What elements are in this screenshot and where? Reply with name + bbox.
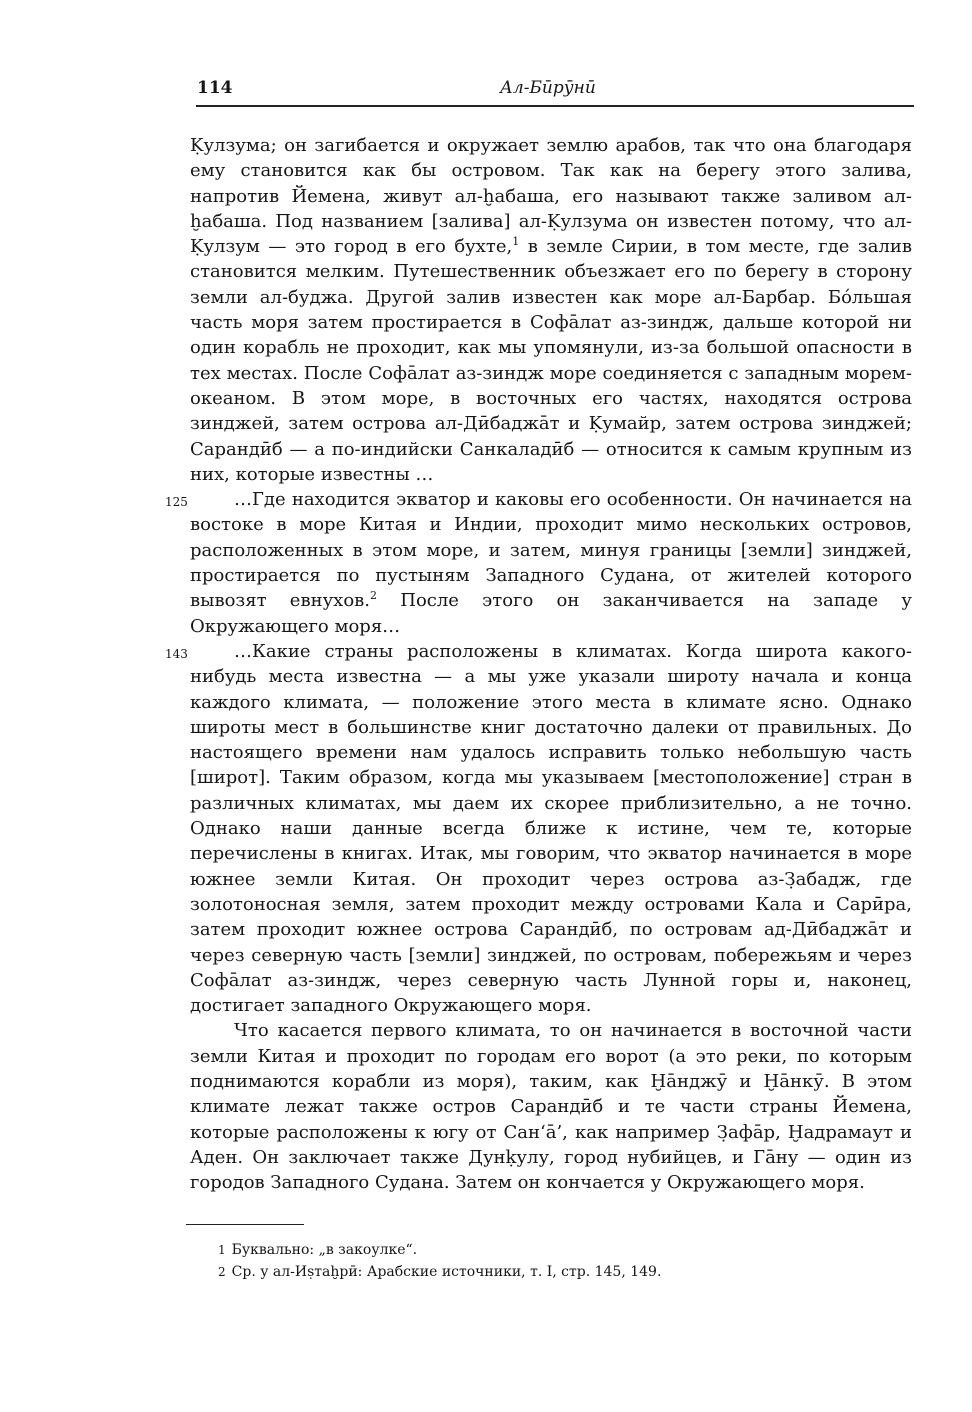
section-marker-125: 125	[165, 495, 188, 510]
body-text	[165, 133, 913, 1195]
paragraph-3	[165, 639, 912, 1018]
running-head: Ал-Бӣрӯнӣ	[500, 78, 596, 98]
section-marker-143: 143	[165, 646, 188, 661]
paragraph-4	[190, 1018, 912, 1195]
footnote-1-number: 1	[218, 1243, 226, 1257]
page-number: 114	[197, 78, 233, 98]
paragraph-2	[165, 487, 912, 639]
footnote-rule	[186, 1224, 304, 1225]
paragraph-1	[190, 133, 912, 487]
paragraph-2-text-a: …Где находится экватор и каковы его особенности. Он начинается на востоке в море Китая и Индии, проходит мимо нескольких островов, расположенных в этом море, и затем, минуя границы [земли] зинджей, простирается по пустыням Западного Судана, от жителей которого вывозят евнухов.	[190, 489, 912, 612]
footnote-ref-2: 2	[370, 589, 378, 603]
footnote-1	[218, 1239, 908, 1261]
header-rule	[196, 105, 914, 107]
footnote-ref-1: 1	[512, 235, 520, 249]
footnote-1-text: Буквально: „в закоулке“.	[231, 1242, 418, 1258]
footnote-2-number: 2	[218, 1265, 226, 1279]
footnotes	[218, 1239, 908, 1283]
paragraph-3-text: …Какие страны расположены в климатах. Когда широта какого-нибудь места известна — а мы уже указали широту начала и конца каждого климата, — положение этого места в климате ясно. Однако широты мест в большинстве книг достаточно далеки от правильных. До настоящего времени нам удалось исправить только небольшую часть [широт]. Таким образом, когда мы указываем [местоположение] стран в различных климатах, мы даем их скорее приблизительно, а не точно. Однако наши данные всегда ближе к истине, чем те, которые перечислены в книгах. Итак, мы говорим, что экватор начинается в море южнее земли Китая. Он проходит через острова аз-З̣абадж, где золотоносная земля, затем проходит между островами Кала и Сарӣра, затем проходит южнее острова Сарандӣб, по островам ад-Дӣбаджāт и через северную часть [земли] зинджей, по островам, побережьям и через Софāлат аз-зиндж, через северную часть Лунной горы и, наконец, достигает западного Окружающего моря.	[190, 640, 912, 1017]
footnote-2-text: Ср. у ал-Иṣтаḫрӣ: Арабские источники, т. I, стр. 145, 149.	[231, 1264, 662, 1280]
footnote-2	[218, 1261, 908, 1283]
paragraph-2-text-b: После этого он заканчивается на западе у Окружающего моря…	[190, 590, 912, 637]
paragraph-1-text-b: в земле Сирии, в том месте, где залив становится мелким. Путешественник объезжает его по берегу в сторону земли ал-буджа. Другой залив известен как море ал-Барбар. Бо́льшая часть моря затем простирается в Софāлат аз-зиндж, дальше которой ни один корабль не проходит, как мы упомянули, из-за большой опасности в тех местах. После Софāлат аз-зиндж море соединяется с западным морем-океаном. В этом море, в восточных его частях, находятся острова зинджей, затем острова ал-Дӣбаджāт и Ḳумайр, затем острова зинджей; Сарандӣб — а по-индийски Санкаладӣб — относится к самым крупным из них, которые известны …	[190, 236, 913, 485]
paragraph-1-text-a: Ḳулзума; он загибается и окружает землю арабов, так что она благодаря ему становится как бы островом. Так как на берегу этого залива, напротив Йемена, живут ал-ḫабаша, его называют также заливом ал-ḫабаша. Под названием [залива] ал-Ḳулзума он известен потому, что ал-Ḳулзум — это город в его бухте,	[190, 135, 912, 258]
paragraph-4-text: Что касается первого климата, то он начинается в восточной части земли Китая и проходит по городам его ворот (а это реки, по которым поднимаются корабли из моря), таким, как Ḫāнджӯ и Ḫāнкӯ. В этом климате лежат также остров Сарандӣб и те части страны Йемена, которые расположены к югу от Сан‘ā’, как например З̣афāр, Ḫадрамаут и Аден. Он заключает также Дунḳулу, город нубийцев, и Гāну — один из городов Западного Судана. Затем он кончается у Окружающего моря.	[190, 1020, 912, 1194]
